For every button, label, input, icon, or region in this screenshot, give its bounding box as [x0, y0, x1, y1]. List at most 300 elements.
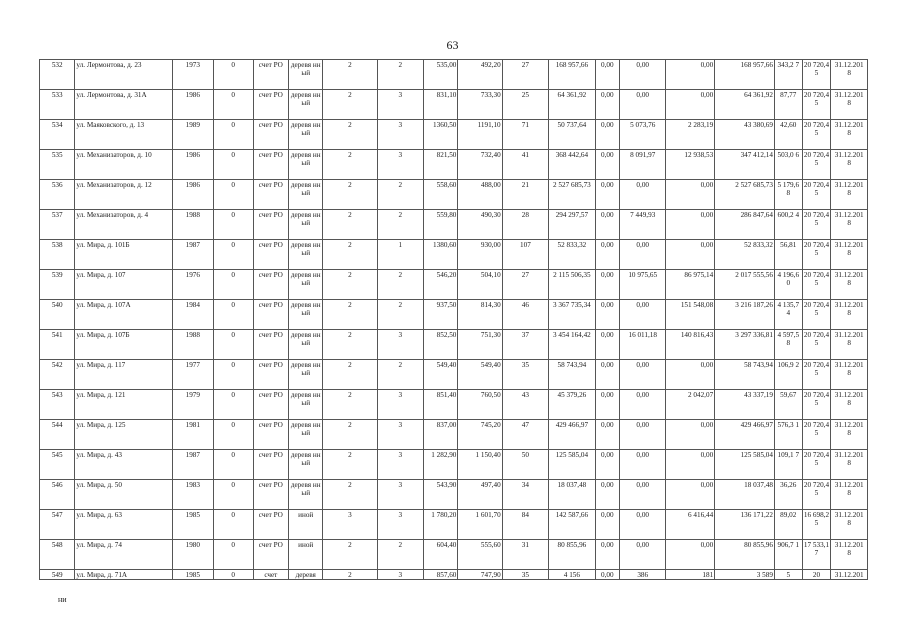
- date-cell: 31.12.201 8: [831, 270, 868, 300]
- table-row: [40, 390, 868, 420]
- col18-cell: 20 720,4 5: [802, 300, 831, 330]
- fund-cell: счет РО: [253, 90, 288, 120]
- fund-cell: счет РО: [253, 120, 288, 150]
- table-row: [40, 180, 868, 210]
- material-cell: деревя нный: [289, 120, 323, 150]
- area-total-cell: 852,50: [424, 330, 458, 360]
- material-cell: иной: [289, 540, 323, 570]
- address-cell: ул. Мира, д. 74: [75, 540, 172, 570]
- col15-cell: 181: [666, 570, 715, 580]
- entrances-cell: 2: [377, 300, 423, 330]
- residents-cell: 43: [502, 390, 548, 420]
- residents-cell: 28: [502, 210, 548, 240]
- col15-cell: 151 548,08: [666, 300, 715, 330]
- col18-cell: 17 533,1 7: [802, 540, 831, 570]
- material-cell: деревя нный: [289, 150, 323, 180]
- floors-cell: 2: [323, 90, 377, 120]
- address-cell: ул. Мира, д. 125: [75, 420, 172, 450]
- row-number-cell: 541: [40, 330, 75, 360]
- material-cell: деревя нный: [289, 450, 323, 480]
- col14-cell: 0,00: [619, 510, 665, 540]
- floors-cell: 2: [323, 240, 377, 270]
- entrances-cell: 2: [377, 60, 423, 90]
- year-cell: 1973: [172, 60, 213, 90]
- date-cell: 31.12.201 8: [831, 120, 868, 150]
- area-total-cell: 837,00: [424, 420, 458, 450]
- col17-cell: 87,77: [774, 90, 802, 120]
- row-number-cell: 546: [40, 480, 75, 510]
- residents-cell: 21: [502, 180, 548, 210]
- table-row: [40, 570, 868, 580]
- area-living-cell: 1191,10: [458, 120, 502, 150]
- cost-total-cell: 58 743,94: [549, 360, 595, 390]
- col4-cell: 0: [213, 300, 253, 330]
- fund-cell: счет РО: [253, 480, 288, 510]
- col4-cell: 0: [213, 60, 253, 90]
- area-total-cell: 1 780,20: [424, 510, 458, 540]
- address-cell: ул. Механизаторов, д. 12: [75, 180, 172, 210]
- area-living-cell: 1 601,70: [458, 510, 502, 540]
- col15-cell: 2 042,07: [666, 390, 715, 420]
- area-total-cell: 1 282,90: [424, 450, 458, 480]
- area-total-cell: 535,00: [424, 60, 458, 90]
- area-living-cell: 504,10: [458, 270, 502, 300]
- year-cell: 1979: [172, 390, 213, 420]
- address-cell: ул. Лермонтова, д. 31А: [75, 90, 172, 120]
- residents-cell: 27: [502, 60, 548, 90]
- col15-cell: 12 938,53: [666, 150, 715, 180]
- col17-cell: 42,60: [774, 120, 802, 150]
- floors-cell: 2: [323, 480, 377, 510]
- entrances-cell: 3: [377, 450, 423, 480]
- entrances-cell: 3: [377, 390, 423, 420]
- col15-cell: 0,00: [666, 450, 715, 480]
- cost-total-cell: 3 367 735,34: [549, 300, 595, 330]
- col17-cell: 89,02: [774, 510, 802, 540]
- col13-cell: 0,00: [595, 60, 619, 90]
- material-cell: деревя нный: [289, 270, 323, 300]
- page-number: 63: [446, 38, 459, 52]
- col13-cell: 0,00: [595, 120, 619, 150]
- col17-cell: 503,0 6: [774, 150, 802, 180]
- entrances-cell: 3: [377, 480, 423, 510]
- col13-cell: 0,00: [595, 510, 619, 540]
- area-total-cell: 937,50: [424, 300, 458, 330]
- col13-cell: 0,00: [595, 300, 619, 330]
- entrances-cell: 3: [377, 150, 423, 180]
- col18-cell: 20 720,4 5: [802, 180, 831, 210]
- col4-cell: 0: [213, 570, 253, 580]
- area-total-cell: 604,40: [424, 540, 458, 570]
- address-cell: ул. Механизаторов, д. 10: [75, 150, 172, 180]
- col4-cell: 0: [213, 450, 253, 480]
- col16-cell: 286 847,64: [715, 210, 775, 240]
- row-number-cell: 538: [40, 240, 75, 270]
- material-cell: деревя нный: [289, 210, 323, 240]
- row-number-cell: 537: [40, 210, 75, 240]
- col18-cell: 20 720,4 5: [802, 60, 831, 90]
- housing-register-table: [39, 59, 868, 580]
- col14-cell: 0,00: [619, 540, 665, 570]
- date-cell: 31.12.201 8: [831, 330, 868, 360]
- col15-cell: 2 283,19: [666, 120, 715, 150]
- col16-cell: 168 957,66: [715, 60, 775, 90]
- date-cell: 31.12.201 8: [831, 90, 868, 120]
- fund-cell: счет РО: [253, 510, 288, 540]
- col14-cell: 10 975,65: [619, 270, 665, 300]
- address-cell: ул. Механизаторов, д. 4: [75, 210, 172, 240]
- row-number-cell: 542: [40, 360, 75, 390]
- date-cell: 31.12.201 8: [831, 450, 868, 480]
- col13-cell: 0,00: [595, 420, 619, 450]
- row-number-cell: 544: [40, 420, 75, 450]
- area-total-cell: 851,40: [424, 390, 458, 420]
- material-cell: деревя нный: [289, 60, 323, 90]
- col14-cell: 0,00: [619, 300, 665, 330]
- fund-cell: счет РО: [253, 330, 288, 360]
- col18-cell: 20 720,4 5: [802, 150, 831, 180]
- cost-total-cell: 429 466,97: [549, 420, 595, 450]
- col17-cell: 4 597,5 8: [774, 330, 802, 360]
- area-total-cell: 559,80: [424, 210, 458, 240]
- year-cell: 1988: [172, 210, 213, 240]
- col16-cell: 125 585,04: [715, 450, 775, 480]
- col15-cell: 0,00: [666, 90, 715, 120]
- row-number-cell: 535: [40, 150, 75, 180]
- year-cell: 1985: [172, 510, 213, 540]
- col14-cell: 7 449,93: [619, 210, 665, 240]
- area-living-cell: 555,60: [458, 540, 502, 570]
- date-cell: 31.12.201 8: [831, 510, 868, 540]
- table-row: [40, 420, 868, 450]
- col15-cell: 0,00: [666, 360, 715, 390]
- col4-cell: 0: [213, 420, 253, 450]
- area-living-cell: 732,40: [458, 150, 502, 180]
- col18-cell: 20 720,4 5: [802, 270, 831, 300]
- table-row: [40, 270, 868, 300]
- date-cell: 31.12.201 8: [831, 150, 868, 180]
- date-cell: 31.12.201: [831, 570, 868, 580]
- col13-cell: 0,00: [595, 210, 619, 240]
- col17-cell: 106,9 2: [774, 360, 802, 390]
- date-cell: 31.12.201 8: [831, 390, 868, 420]
- table-row: [40, 300, 868, 330]
- table-row: [40, 510, 868, 540]
- address-cell: ул. Мира, д. 107: [75, 270, 172, 300]
- entrances-cell: 2: [377, 210, 423, 240]
- col17-cell: 36,26: [774, 480, 802, 510]
- entrances-cell: 3: [377, 120, 423, 150]
- col18-cell: 20 720,4 5: [802, 240, 831, 270]
- fund-cell: счет РО: [253, 180, 288, 210]
- col15-cell: 0,00: [666, 420, 715, 450]
- residents-cell: 27: [502, 270, 548, 300]
- address-cell: ул. Мира, д. 63: [75, 510, 172, 540]
- year-cell: 1980: [172, 540, 213, 570]
- address-cell: ул. Мира, д. 107А: [75, 300, 172, 330]
- col18-cell: 20 720,4 5: [802, 90, 831, 120]
- col4-cell: 0: [213, 150, 253, 180]
- area-total-cell: 821,50: [424, 150, 458, 180]
- floors-cell: 3: [323, 510, 377, 540]
- col15-cell: 140 816,43: [666, 330, 715, 360]
- cost-total-cell: 80 855,96: [549, 540, 595, 570]
- cost-total-cell: 45 379,26: [549, 390, 595, 420]
- residents-cell: 34: [502, 480, 548, 510]
- area-living-cell: 497,40: [458, 480, 502, 510]
- address-cell: ул. Мира, д. 71А: [75, 570, 172, 580]
- address-cell: ул. Мира, д. 101Б: [75, 240, 172, 270]
- col4-cell: 0: [213, 540, 253, 570]
- year-cell: 1976: [172, 270, 213, 300]
- col17-cell: 4 135,7 4: [774, 300, 802, 330]
- cost-total-cell: 2 527 685,73: [549, 180, 595, 210]
- fund-cell: счет РО: [253, 540, 288, 570]
- floors-cell: 2: [323, 210, 377, 240]
- date-cell: 31.12.201 8: [831, 180, 868, 210]
- col18-cell: 20 720,4 5: [802, 480, 831, 510]
- col15-cell: 0,00: [666, 210, 715, 240]
- row-number-cell: 540: [40, 300, 75, 330]
- fund-cell: счет РО: [253, 420, 288, 450]
- floors-cell: 2: [323, 270, 377, 300]
- material-cell: деревя нный: [289, 330, 323, 360]
- cost-total-cell: 50 737,64: [549, 120, 595, 150]
- col17-cell: 906,7 1: [774, 540, 802, 570]
- fund-cell: счет РО: [253, 150, 288, 180]
- material-cell: деревя нный: [289, 180, 323, 210]
- col15-cell: 0,00: [666, 60, 715, 90]
- area-total-cell: 1360,50: [424, 120, 458, 150]
- cost-total-cell: 18 037,48: [549, 480, 595, 510]
- row-number-cell: 539: [40, 270, 75, 300]
- col16-cell: 52 833,32: [715, 240, 775, 270]
- col18-cell: 20 720,4 5: [802, 210, 831, 240]
- col4-cell: 0: [213, 240, 253, 270]
- col14-cell: 386: [619, 570, 665, 580]
- residents-cell: 46: [502, 300, 548, 330]
- area-living-cell: 814,30: [458, 300, 502, 330]
- table-row: [40, 240, 868, 270]
- col15-cell: 0,00: [666, 480, 715, 510]
- fund-cell: счет РО: [253, 240, 288, 270]
- material-cell: деревя нный: [289, 90, 323, 120]
- table-row: [40, 480, 868, 510]
- residents-cell: 37: [502, 330, 548, 360]
- material-cell: деревя нный: [289, 360, 323, 390]
- col14-cell: 0,00: [619, 60, 665, 90]
- entrances-cell: 1: [377, 240, 423, 270]
- col13-cell: 0,00: [595, 480, 619, 510]
- table-row: [40, 120, 868, 150]
- area-living-cell: 549,40: [458, 360, 502, 390]
- col18-cell: 20: [802, 570, 831, 580]
- col16-cell: 64 361,92: [715, 90, 775, 120]
- col13-cell: 0,00: [595, 540, 619, 570]
- address-cell: ул. Мира, д. 121: [75, 390, 172, 420]
- entrances-cell: 2: [377, 540, 423, 570]
- col13-cell: 0,00: [595, 330, 619, 360]
- cost-total-cell: 4 156: [549, 570, 595, 580]
- fund-cell: счет РО: [253, 360, 288, 390]
- col17-cell: 576,3 1: [774, 420, 802, 450]
- col4-cell: 0: [213, 330, 253, 360]
- col18-cell: 16 698,2 5: [802, 510, 831, 540]
- address-cell: ул. Мира, д. 43: [75, 450, 172, 480]
- col17-cell: 4 196,6 0: [774, 270, 802, 300]
- fund-cell: счет РО: [253, 210, 288, 240]
- col18-cell: 20 720,4 5: [802, 330, 831, 360]
- year-cell: 1986: [172, 150, 213, 180]
- floors-cell: 2: [323, 150, 377, 180]
- col16-cell: 80 855,96: [715, 540, 775, 570]
- year-cell: 1986: [172, 180, 213, 210]
- col15-cell: 6 416,44: [666, 510, 715, 540]
- date-cell: 31.12.201 8: [831, 540, 868, 570]
- residents-cell: 35: [502, 360, 548, 390]
- material-cell: деревя нный: [289, 390, 323, 420]
- cost-total-cell: 64 361,92: [549, 90, 595, 120]
- row-number-cell: 532: [40, 60, 75, 90]
- area-total-cell: 1380,60: [424, 240, 458, 270]
- col4-cell: 0: [213, 390, 253, 420]
- col4-cell: 0: [213, 270, 253, 300]
- col14-cell: 0,00: [619, 360, 665, 390]
- floors-cell: 2: [323, 120, 377, 150]
- address-cell: ул. Мира, д. 117: [75, 360, 172, 390]
- table-row: [40, 60, 868, 90]
- fund-cell: счет РО: [253, 270, 288, 300]
- col18-cell: 20 720,4 5: [802, 360, 831, 390]
- residents-cell: 50: [502, 450, 548, 480]
- col13-cell: 0,00: [595, 360, 619, 390]
- col16-cell: 58 743,94: [715, 360, 775, 390]
- cost-total-cell: 142 587,66: [549, 510, 595, 540]
- floors-cell: 2: [323, 360, 377, 390]
- col17-cell: 5 179,6 8: [774, 180, 802, 210]
- col17-cell: 343,2 7: [774, 60, 802, 90]
- residents-cell: 84: [502, 510, 548, 540]
- material-cell: деревя нный: [289, 240, 323, 270]
- cost-total-cell: 294 297,57: [549, 210, 595, 240]
- residents-cell: 35: [502, 570, 548, 580]
- floors-cell: 2: [323, 540, 377, 570]
- col17-cell: 109,1 7: [774, 450, 802, 480]
- fund-cell: счет РО: [253, 390, 288, 420]
- floors-cell: 2: [323, 570, 377, 580]
- col16-cell: 43 337,19: [715, 390, 775, 420]
- date-cell: 31.12.201 8: [831, 240, 868, 270]
- row-number-cell: 545: [40, 450, 75, 480]
- entrances-cell: 3: [377, 330, 423, 360]
- cost-total-cell: 3 454 164,42: [549, 330, 595, 360]
- area-living-cell: 747,90: [458, 570, 502, 580]
- col16-cell: 347 412,14: [715, 150, 775, 180]
- col16-cell: 43 380,69: [715, 120, 775, 150]
- table-row: [40, 330, 868, 360]
- row-number-cell: 548: [40, 540, 75, 570]
- entrances-cell: 2: [377, 270, 423, 300]
- date-cell: 31.12.201 8: [831, 420, 868, 450]
- address-cell: ул. Маяковского, д. 13: [75, 120, 172, 150]
- col17-cell: 5: [774, 570, 802, 580]
- area-total-cell: 831,10: [424, 90, 458, 120]
- col18-cell: 20 720,4 5: [802, 450, 831, 480]
- area-living-cell: 488,00: [458, 180, 502, 210]
- col16-cell: 3 297 336,81: [715, 330, 775, 360]
- cost-total-cell: 2 115 506,35: [549, 270, 595, 300]
- col16-cell: 18 037,48: [715, 480, 775, 510]
- residents-cell: 107: [502, 240, 548, 270]
- table-row: [40, 210, 868, 240]
- material-cell: деревя нный: [289, 480, 323, 510]
- col13-cell: 0,00: [595, 150, 619, 180]
- year-cell: 1986: [172, 90, 213, 120]
- area-total-cell: 549,40: [424, 360, 458, 390]
- area-total-cell: 546,20: [424, 270, 458, 300]
- col4-cell: 0: [213, 120, 253, 150]
- col4-cell: 0: [213, 480, 253, 510]
- area-living-cell: 733,30: [458, 90, 502, 120]
- fund-cell: счет РО: [253, 300, 288, 330]
- cost-total-cell: 52 833,32: [549, 240, 595, 270]
- col13-cell: 0,00: [595, 270, 619, 300]
- year-cell: 1983: [172, 480, 213, 510]
- col13-cell: 0,00: [595, 450, 619, 480]
- col14-cell: 0,00: [619, 420, 665, 450]
- col13-cell: 0,00: [595, 240, 619, 270]
- col18-cell: 20 720,4 5: [802, 120, 831, 150]
- col13-cell: 0,00: [595, 90, 619, 120]
- entrances-cell: 3: [377, 570, 423, 580]
- col13-cell: 0,00: [595, 570, 619, 580]
- cost-total-cell: 125 585,04: [549, 450, 595, 480]
- col15-cell: 0,00: [666, 240, 715, 270]
- material-cell: деревя: [289, 570, 323, 580]
- col4-cell: 0: [213, 360, 253, 390]
- area-living-cell: 490,30: [458, 210, 502, 240]
- residents-cell: 41: [502, 150, 548, 180]
- floors-cell: 2: [323, 390, 377, 420]
- col13-cell: 0,00: [595, 180, 619, 210]
- table-body: [40, 60, 868, 580]
- area-total-cell: 857,60: [424, 570, 458, 580]
- col16-cell: 3 589: [715, 570, 775, 580]
- address-cell: ул. Мира, д. 50: [75, 480, 172, 510]
- floors-cell: 2: [323, 180, 377, 210]
- col4-cell: 0: [213, 180, 253, 210]
- floors-cell: 2: [323, 420, 377, 450]
- table-row: [40, 90, 868, 120]
- col14-cell: 0,00: [619, 480, 665, 510]
- address-cell: ул. Лермонтова, д. 23: [75, 60, 172, 90]
- col17-cell: 600,2 4: [774, 210, 802, 240]
- table-row: [40, 540, 868, 570]
- entrances-cell: 3: [377, 420, 423, 450]
- col15-cell: 0,00: [666, 540, 715, 570]
- area-living-cell: 760,50: [458, 390, 502, 420]
- entrances-cell: 2: [377, 180, 423, 210]
- area-living-cell: 1 150,40: [458, 450, 502, 480]
- material-cell: деревя нный: [289, 420, 323, 450]
- col15-cell: 86 975,14: [666, 270, 715, 300]
- date-cell: 31.12.201 8: [831, 300, 868, 330]
- fund-cell: счет: [253, 570, 288, 580]
- residents-cell: 71: [502, 120, 548, 150]
- year-cell: 1987: [172, 450, 213, 480]
- col17-cell: 59,67: [774, 390, 802, 420]
- material-cell: иной: [289, 510, 323, 540]
